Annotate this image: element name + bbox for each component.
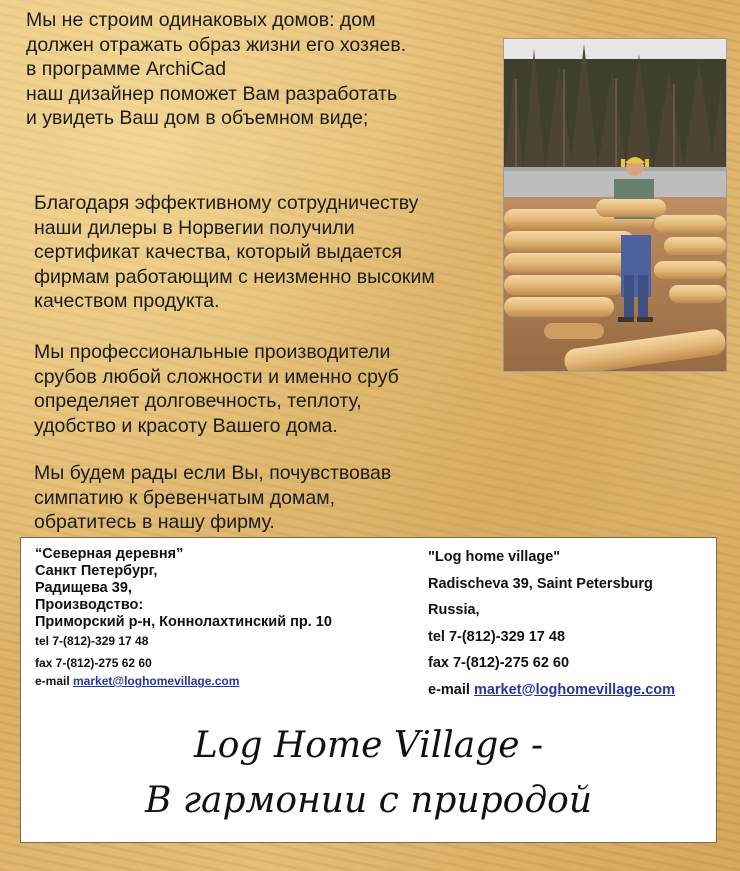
slogan-line-1: Log Home Village - bbox=[193, 725, 544, 766]
contact-box bbox=[20, 537, 717, 843]
country-en: Russia, bbox=[428, 602, 480, 618]
fax-ru: fax 7-(812)-275 62 60 bbox=[35, 656, 152, 670]
contacts-russian bbox=[35, 546, 425, 689]
address-en: Radischeva 39, Saint Petersburg bbox=[428, 575, 653, 592]
phone-en: tel 7-(812)-329 17 48 bbox=[428, 628, 566, 645]
email-row-ru bbox=[35, 673, 425, 689]
phone-ru: tel 7-(812)-329 17 48 bbox=[35, 634, 149, 648]
email-link-en[interactable]: market@loghomevillage.com bbox=[473, 681, 676, 698]
construction-photo-image bbox=[504, 39, 726, 371]
address-ru: Радищева 39, bbox=[35, 580, 132, 596]
slogan-line-2: В гармонии с природой bbox=[144, 780, 593, 821]
fax-en: fax 7-(812)-275 62 60 bbox=[428, 655, 570, 671]
email-label-ru: e-mail bbox=[35, 674, 74, 688]
production-label-ru: Производство: bbox=[35, 597, 144, 613]
email-label-en: e-mail bbox=[428, 681, 474, 698]
intro-paragraph: Мы не строим одинаковых домов: дом должен отражать образ жизни его хозяев. в программе ArchiCad наш дизайнер поможет Вам разработать и увидеть Ваш дом в объемном виде; bbox=[26, 9, 407, 129]
city-ru: Санкт Петербург, bbox=[35, 563, 158, 579]
contacts-english bbox=[428, 544, 713, 703]
quality-certificate-paragraph: Благодаря эффективному сотрудничеству наши дилеры в Норвегии получили сертификат качества, который выдается фирмам работающим с неизменно высоким качеством продукта. bbox=[34, 192, 435, 312]
email-row-en bbox=[428, 677, 713, 704]
email-link-ru[interactable]: market@loghomevillage.com bbox=[73, 674, 240, 688]
log-house-construction-photo bbox=[503, 38, 727, 372]
production-paragraph: Мы профессиональные производители срубов любой сложности и именно сруб определяет долговечность, теплоту, удобство и красоту Вашего дома. bbox=[34, 341, 399, 437]
company-name-ru: “Северная деревня” bbox=[35, 546, 184, 562]
company-name-en: "Log home village" bbox=[428, 549, 561, 565]
production-address-ru: Приморский р-н, Коннолахтинский пр. 10 bbox=[35, 614, 332, 630]
invitation-paragraph: Мы будем рады если Вы, почувствовав симпатию к бревенчатым домам, обратитесь в нашу фирму. bbox=[34, 462, 392, 533]
